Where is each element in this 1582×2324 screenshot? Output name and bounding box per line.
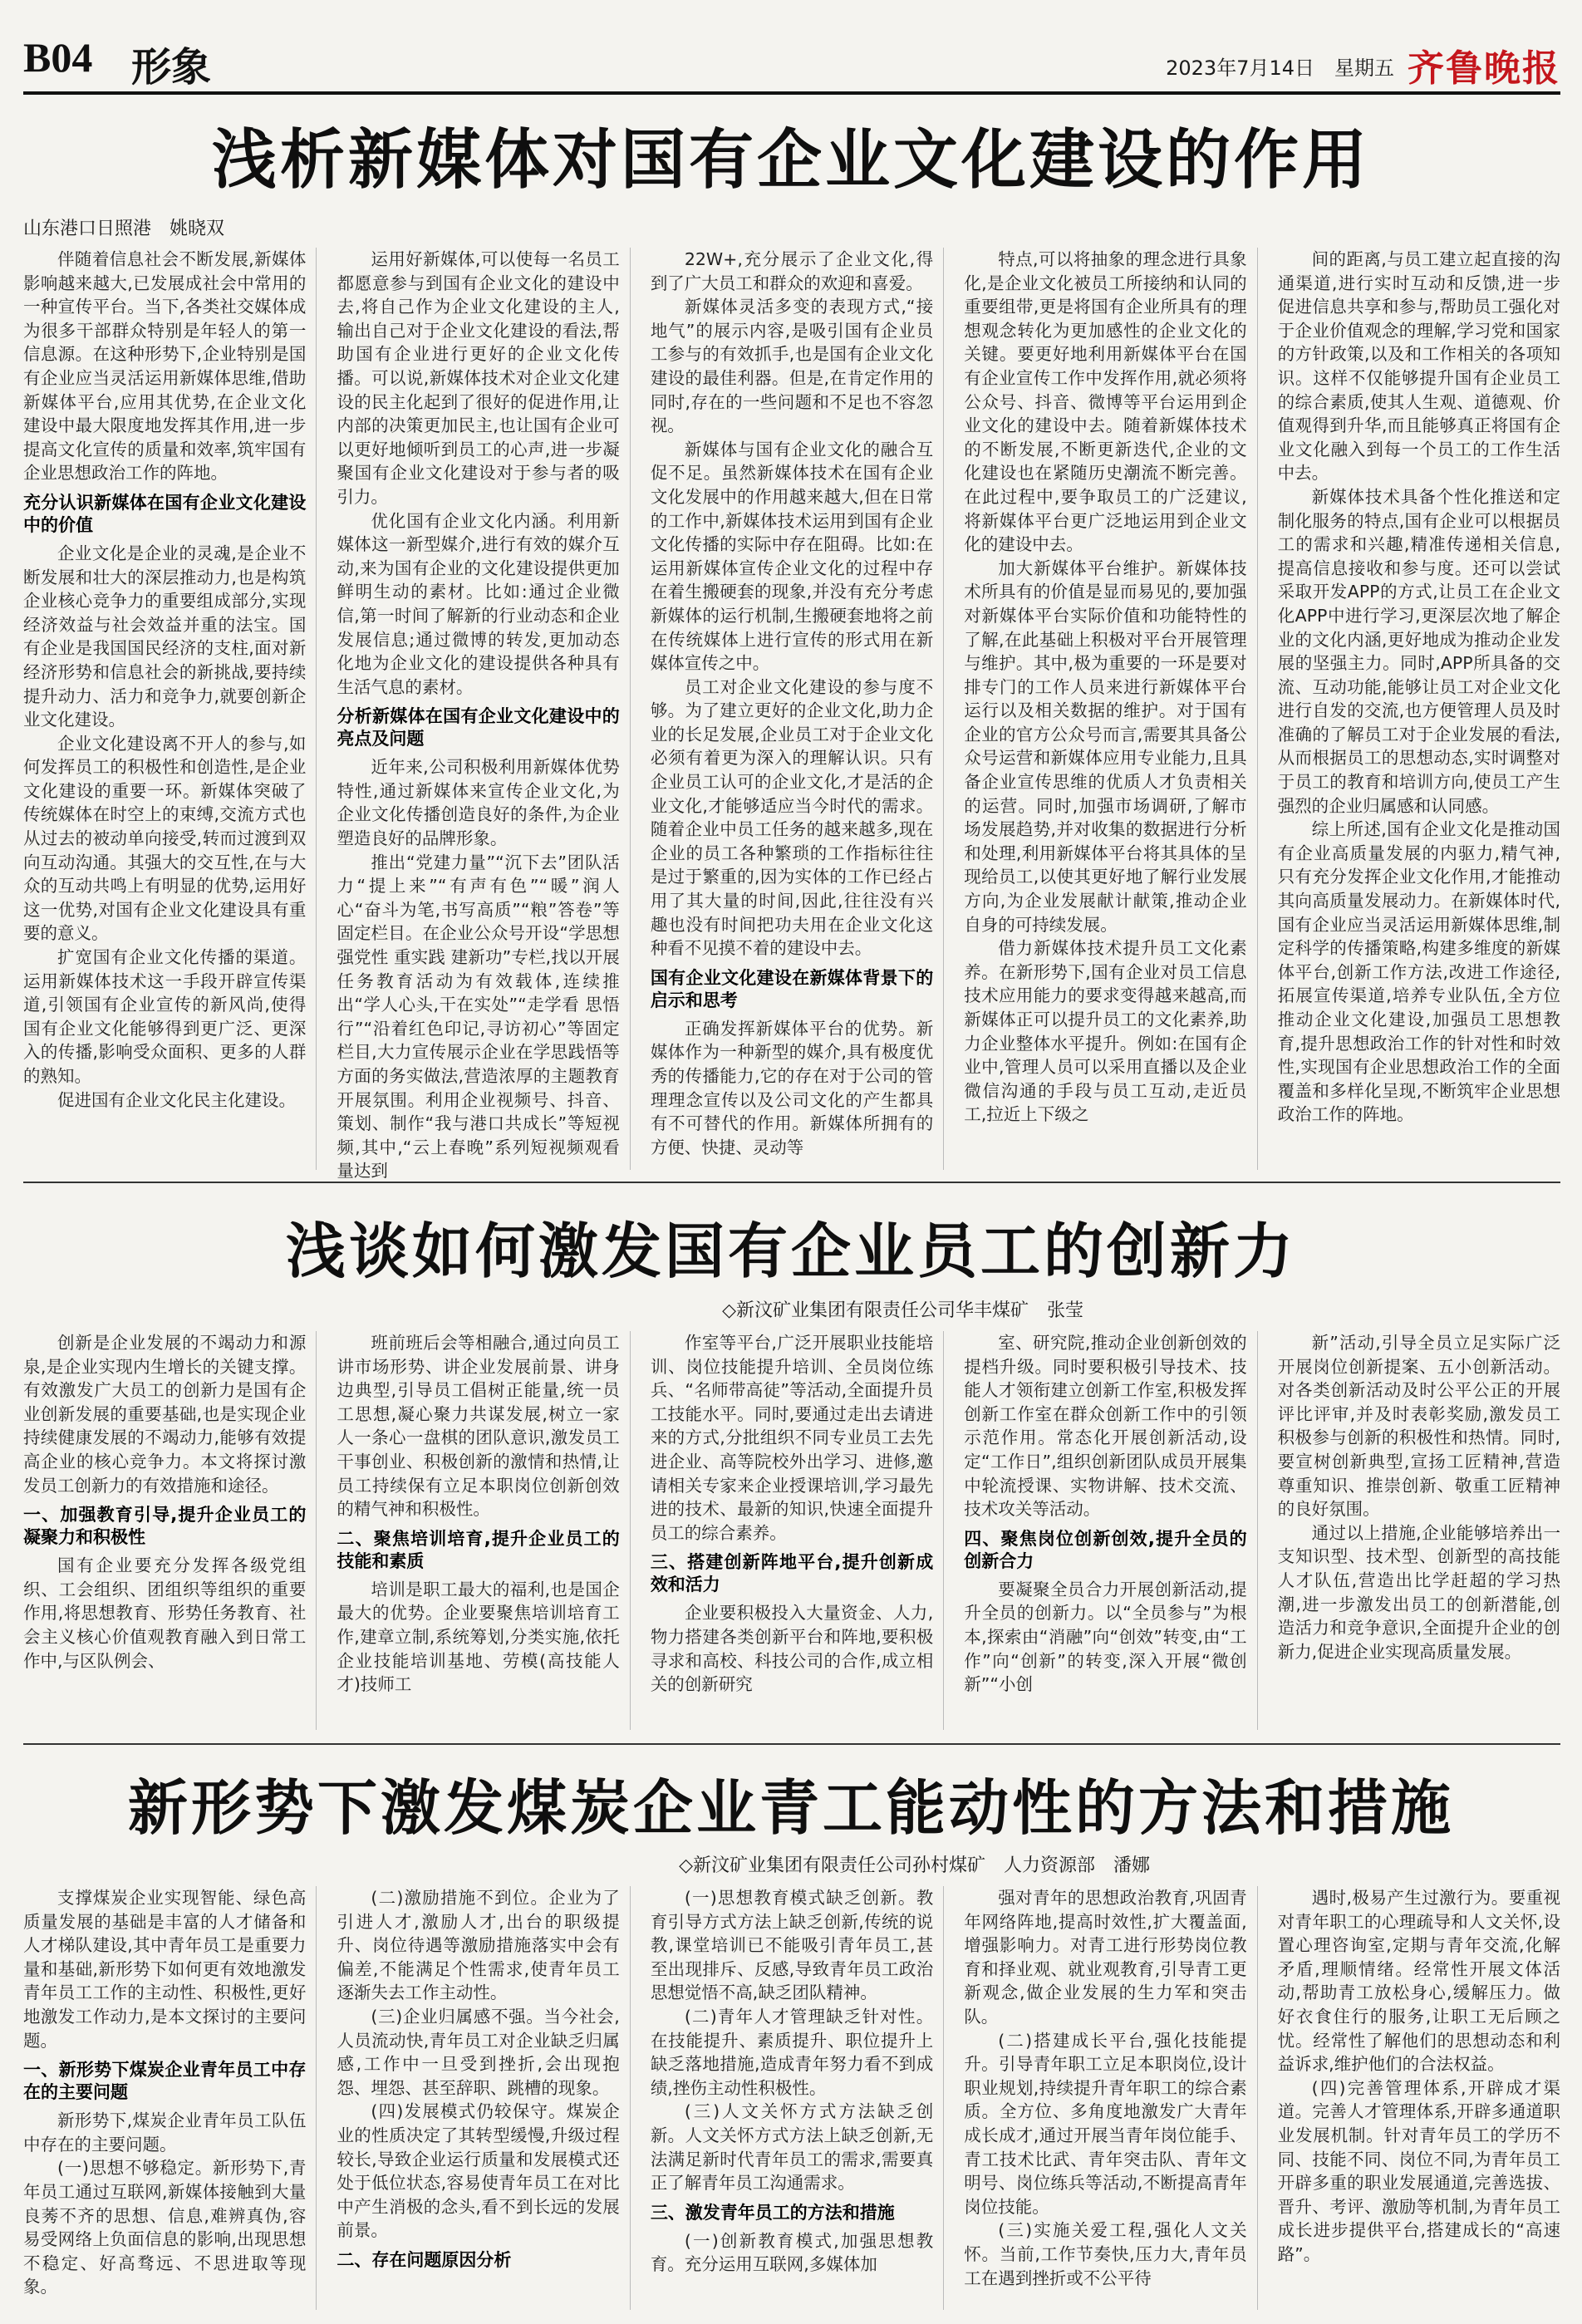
- paragraph: 优化国有企业文化内涵。利用新媒体这一新型媒介,进行有效的媒介互动,来为国有企业的文化建设提供更加鲜明生动的素材。比如:通过企业微信,第一时间了解新的行业动态和企业发展信息;通过微博的转发,更加动态化地为企业文化的建设提供各种具有生活气息的素材。: [337, 510, 620, 697]
- paragraph: 创新是企业发展的不竭动力和源泉,是企业实现内生增长的关键支撑。有效激发广大员工的创新力是国有企业创新发展的重要基础,也是实现企业持续健康发展的不竭动力,能够有效提高企业的核心竞争力。本文将探讨激发员工创新力的有效措施和途径。: [23, 1333, 307, 1496]
- paragraph: 员工对企业文化建设的参与度不够。为了建立更好的企业文化,助力企业的长足发展,企业员工对于企业文化必须有着更为深入的理解认识。只有企业员工认可的企业文化,才是活的企业文化,才能够适应当今时代的需求。随着企业中员工任务的越来越多,现在企业的员工各种繁琐的工作指标往往是过于繁重的,因为实体的工作已经占用了其大量的时间,因此,往往没有兴趣也没有时间把功夫用在企业文化这种看不见摸不着的建设中去。: [650, 676, 934, 959]
- article1-byline: 山东港口日照港 姚晓双: [23, 219, 225, 239]
- paragraph: 特点,可以将抽象的理念进行具象化,是企业文化被员工所接纳和认同的重要组带,更是将国有企业所具有的理想观念转化为更加感性的企业文化的关键。要更好地利用新媒体平台在国有企业宣传工作中发挥作用,就必须将公众号、抖音、微博等平台运用到企业文化的建设中去。随着新媒体技术的不断发展,不断更新迭代,企业的文化建设也在紧随历史潮流不断完善。在此过程中,要争取员工的广泛建议,将新媒体平台更广泛地运用到企业文化的建设中去。: [964, 249, 1247, 555]
- article-column: [1278, 1331, 1560, 1730]
- subheading: 二、存在问题原因分析: [337, 2249, 512, 2270]
- paragraph: 间的距离,与员工建立起直接的沟通渠道,进行实时互动和反馈,进一步促进信息共享和参与,帮助员工强化对于企业价值观念的理解,学习党和国家的方针政策,以及和工作相关的各项知识。这样不仅能够提升国有企业员工的综合素质,使其人生观、道德观、价值观得到升华,而且能够真正将国有企业文化融入到每一个员工的工作生活中去。: [1277, 249, 1561, 484]
- paragraph: 企业文化是企业的灵魂,是企业不断发展和壮大的深层推动力,也是构筑企业核心竞争力的重要组成部分,实现经济效益与社会效益并重的法宝。国有企业是我国国民经济的支柱,面对新经济形势和信息社会的新挑战,要持续提升动力、活力和竞争力,就要创新企业文化建设。: [23, 543, 307, 730]
- subheading: 充分认识新媒体在国有企业文化建设中的价值: [23, 492, 307, 535]
- paragraph: 培训是职工最大的福利,也是国企最大的优势。企业要聚焦培训培育工作,建章立制,系统筹划,分类实施,依托企业技能培训基地、劳模(高技能人才)技师工: [337, 1579, 620, 1695]
- paragraph: (三)实施关爱工程,强化人文关怀。当前,工作节奏快,压力大,青年员工在遇到挫折或不公平待: [964, 2220, 1247, 2288]
- article-column: [964, 248, 1257, 1170]
- paragraph: 通过以上措施,企业能够培养出一支知识型、技术型、创新型的高技能人才队伍,营造出比学赶超的学习热潮,进一步激发出员工的创新潜能,创造活力和竞争意识,全面提升企业的创新力,促进企业实现高质量发展。: [1277, 1522, 1561, 1662]
- article2-title: 浅谈如何激发国有企业员工的创新力: [285, 1216, 1296, 1286]
- paragraph: 加大新媒体平台维护。新媒体技术所具有的价值是显而易见的,要加强对新媒体平台实际价值和功能特性的了解,在此基础上积极对平台开展管理与维护。其中,极为重要的一环是要对排专门的工作人员来进行新媒体平台运行以及相关数据的维护。对于国有企业的官方公众号而言,需要其具备公众号运营和新媒体应用专业能力,且具备企业宣传思维的优质人才负责相关的运营。同时,加强市场调研,了解市场发展趋势,并对收集的数据进行分析和处理,利用新媒体平台将其具体的呈现给员工,以使其更好地了解行业发展方向,为企业发展献计献策,推动企业自身的可持续发展。: [964, 558, 1247, 935]
- article2-body: [23, 1331, 1560, 1730]
- subheading: 一、新形势下煤炭企业青年员工中存在的主要问题: [23, 2060, 307, 2103]
- paragraph: 扩宽国有企业文化传播的渠道。运用新媒体技术这一手段开辟宣传渠道,引领国有企业宣传的新风尚,使得国有企业文化能够得到更广泛、更深入的传播,影响受众面积、更多的人群的熟知。: [23, 947, 307, 1086]
- paragraph: 新形势下,煤炭企业青年员工队伍中存在的主要问题。: [23, 2110, 307, 2154]
- paragraph: 新媒体与国有企业文化的融合互促不足。虽然新媒体技术在国有企业文化发展中的作用越来越大,但在日常的工作中,新媒体技术运用到国有企业文化传播的实际中存在阻碍。比如:在运用新媒体宣传企业文化的过程中存在着生搬硬套的现象,并没有充分考虑新媒体的运行机制,生搬硬套地将之前在传统媒体上进行宣传的形式用在新媒体宣传之中。: [650, 439, 934, 674]
- article-divider: [23, 1743, 1560, 1745]
- subheading: 一、加强教育引导,提升企业员工的凝聚力和积极性: [23, 1505, 307, 1548]
- paragraph: 推出“党建力量”“沉下去”团队活力“提上来”“有声有色”“暖”润人心“奋斗为笔,书写高质”“粮”答卷”等固定栏目。在企业公众号开设“学思想 强党性 重实践 建新功”专栏,找以开展任务教育活动为有效载体,连续推出“学人心头,干在实处”“走学看 思悟行”“沿着红色印记,寻访初心”等固定栏目,大力宣传展示企业在学思践悟等方面的务实做法,营造浓厚的主题教育开展氛围。利用企业视频号、抖音、策划、制作“我与港口共成长”等短视频,其中,“云上春晚”系列短视频观看量达到: [337, 852, 620, 1182]
- newspaper-logo: 齐鲁晚报: [1408, 47, 1560, 90]
- article-column: [1278, 1886, 1560, 2310]
- masthead-rule: [23, 91, 1560, 95]
- subheading: 三、搭建创新阵地平台,提升创新成效和活力: [650, 1552, 934, 1595]
- article-column: [651, 248, 944, 1170]
- paragraph: 遇时,极易产生过激行为。要重视对青年职工的心理疏导和人文关怀,设置心理咨询室,定期与青年交流,化解矛盾,理顺情绪。经常性开展文体活动,帮助青工放松身心,缓解压力。做好衣食住行的服务,让职工无后顾之忧。经常性了解他们的思想动态和利益诉求,维护他们的合法权益。: [1277, 1888, 1561, 2075]
- paragraph: 运用好新媒体,可以使每一名员工都愿意参与到国有企业文化的建设中去,将自己作为企业文化建设的主人,输出自己对于企业文化建设的看法,帮助国有企业进行更好的企业文化传播。可以说,新媒体技术对企业文化建设的民主化起到了很好的促进作用,让内部的决策更加民主,也让国有企业可以更好地倾听到员工的心声,进一步凝聚国有企业文化建设对于参与者的吸引力。: [337, 249, 620, 507]
- article-column: [651, 1886, 944, 2310]
- subheading: 分析新媒体在国有企业文化建设中的亮点及问题: [337, 706, 620, 749]
- subheading: 二、聚焦培训培育,提升企业员工的技能和素质: [337, 1528, 620, 1571]
- article-divider: [23, 1182, 1560, 1183]
- paragraph: 新”活动,引导全员立足实际广泛开展岗位创新提案、五小创新活动。对各类创新活动及时公平公正的开展评比评审,并及时表彰奖励,激发员工积极参与创新的积极性和热情。同时,要宣树创新典型,宣扬工匠精神,营造尊重知识、推崇创新、敬重工匠精神的良好氛围。: [1277, 1333, 1561, 1520]
- article3-body: [23, 1886, 1560, 2310]
- article-column: [964, 1886, 1257, 2310]
- paragraph: (二)搭建成长平台,强化技能提升。引导青年职工立足本职岗位,设计职业规划,持续提升青年职工的综合素质。全方位、多角度地激发广大青年成长成才,通过开展当青年岗位能手、青工技术比武、青年突击队、青年文明号、岗位练兵等活动,不断提高青年岗位技能。: [964, 2030, 1247, 2217]
- page-number: B04: [23, 34, 93, 81]
- paragraph: 22W+,充分展示了企业文化,得到了广大员工和群众的欢迎和喜爱。: [650, 249, 934, 293]
- subheading: 四、聚焦岗位创新创效,提升全员的创新合力: [964, 1528, 1247, 1571]
- paragraph: 国有企业要充分发挥各级党组织、工会组织、团组织等组织的重要作用,将思想教育、形势任务教育、社会主义核心价值观教育融入到日常工作中,与区队例会、: [23, 1555, 307, 1671]
- paragraph: (二)激励措施不到位。企业为了引进人才,激励人才,出台的职级提升、岗位待遇等激励措施落实中会有偏差,不能满足个性需求,使青年员工逐渐失去工作主动性。: [337, 1888, 620, 2003]
- article1-title: 浅析新媒体对国有企业文化建设的作用: [211, 123, 1370, 198]
- article-column: [651, 1331, 944, 1730]
- paragraph: 借力新媒体技术提升员工文化素养。在新形势下,国有企业对员工信息技术应用能力的要求变得越来越高,而新媒体正可以提升员工的文化素养,助力企业整体水平提升。例如:在国有企业中,管理人员可以采用直播以及企业微信沟通的手段与员工互动,走近员工,拉近上下级之: [964, 938, 1247, 1125]
- paragraph: (一)思想教育模式缺乏创新。教育引导方式方法上缺乏创新,传统的说教,课堂培训已不能吸引青年员工,甚至出现排斥、反感,导致青年员工政治思想觉悟不高,缺乏团队精神。: [650, 1888, 934, 2003]
- subheading: 国有企业文化建设在新媒体背景下的启示和思考: [650, 967, 934, 1010]
- issue-date: 2023年7月14日 星期五: [1166, 57, 1394, 80]
- paragraph: (一)思想不够稳定。新形势下,青年员工通过互联网,新媒体接触到大量良莠不齐的思想、信息,难辨真伪,容易受网络上负面信息的影响,出现思想不稳定、好高骛远、不思进取等现象。: [23, 2158, 307, 2297]
- article-column: [964, 1331, 1257, 1730]
- article-column: [337, 248, 630, 1182]
- paragraph: 正确发挥新媒体平台的优势。新媒体作为一种新型的媒介,具有极度优秀的传播能力,它的存在对于公司的管理理念宣传以及公司文化的产生都具有不可替代的作用。新媒体所拥有的方便、快捷、灵动等: [650, 1018, 934, 1157]
- article1-body: [23, 248, 1561, 1182]
- subheading: 三、激发青年员工的方法和措施: [650, 2202, 895, 2223]
- article-column: [23, 1331, 317, 1730]
- paragraph: (一)创新教育模式,加强思想教育。充分运用互联网,多媒体加: [650, 2230, 934, 2275]
- article3-title: 新形势下激发煤炭企业青工能动性的方法和措施: [127, 1773, 1454, 1843]
- paragraph: (三)企业归属感不强。当今社会,人员流动快,青年员工对企业缺乏归属感,工作中一旦受到挫折,会出现抱怨、埋怨、甚至辞职、跳槽的现象。: [337, 2006, 620, 2098]
- paragraph: 作室等平台,广泛开展职业技能培训、岗位技能提升培训、全员岗位练兵、“名师带高徒”等活动,全面提升员工技能水平。同时,要通过走出去请进来的方式,分批组织不同专业员工去先进企业、高等院校外出学习、进修,邀请相关专家来企业授课培训,学习最先进的技术、最新的知识,快速全面提升员工的综合素养。: [650, 1333, 934, 1543]
- article-column: [337, 1331, 630, 1730]
- article-column: [23, 1886, 317, 2310]
- masthead: [23, 33, 1560, 91]
- paragraph: (四)完善管理体系,开辟成才渠道。完善人才管理体系,开辟多通道职业发展机制。针对青年员工的学历不同、技能不同、岗位不同,为青年员工开辟多重的职业发展通道,完善选拔、晋升、考评、激励等机制,为青年员工成长进步提供平台,搭建成长的“高速路”。: [1277, 2077, 1561, 2264]
- article2-byline: ◇新汶矿业集团有限责任公司华丰煤矿 张莹: [722, 1300, 1083, 1321]
- paragraph: (二)青年人才管理缺乏针对性。在技能提升、素质提升、职位提升上缺乏落地措施,造成青年努力看不到成绩,挫伤主动性积极性。: [650, 2006, 934, 2098]
- article-column: [23, 248, 317, 1170]
- paragraph: 促进国有企业文化民主化建设。: [57, 1089, 296, 1110]
- paragraph: 室、研究院,推动企业创新创效的提档升级。同时要积极引导技术、技能人才领衔建立创新工作室,积极发挥创新工作室在群众创新工作中的引领示范作用。常态化开展创新活动,设定“工作日”,组织创新团队成员开展集中轮流授课、实物讲解、技术交流、技术攻关等活动。: [964, 1333, 1247, 1520]
- article-column: [1278, 248, 1560, 1170]
- paragraph: 新媒体灵活多变的表现方式,“接地气”的展示内容,是吸引国有企业员工参与的有效抓手,也是国有企业文化建设的最佳利器。但是,在肯定作用的同时,存在的一些问题和不足也不容忽视。: [650, 297, 934, 436]
- paragraph: (四)发展模式仍较保守。煤炭企业的性质决定了其转型缓慢,升级过程较长,导致企业运行质量和发展模式还处于低位状态,容易使青年员工在对比中产生消极的念头,看不到长远的发展前景。: [337, 2101, 620, 2241]
- paragraph: 综上所述,国有企业文化是推动国有企业高质量发展的内驱力,精气神,只有充分发挥企业文化作用,才能推动其向高质量发展动力。在新媒体时代,国有企业应当灵活运用新媒体思维,制定科学的传播策略,构建多维度的新媒体平台,创新工作方法,改进工作途径,拓展宣传渠道,培养专业队伍,全方位推动企业文化建设,加强员工思想教育,提升思想政治工作的针对性和时效性,实现国有企业思想政治工作的全面覆盖和多样化呈现,不断筑牢企业思想政治工作的阵地。: [1277, 819, 1561, 1125]
- paragraph: 企业文化建设离不开人的参与,如何发挥员工的积极性和创造性,是企业文化建设的重要一环。新媒体突破了传统媒体在时空上的束缚,交流方式也从过去的被动单向接受,转而过渡到双向互动沟通。其强大的交互性,在与大众的互动共鸣上有明显的优势,运用好这一优势,对国有企业文化建设具有重要的意义。: [23, 733, 307, 944]
- section-title: 形象: [131, 44, 212, 91]
- paragraph: 伴随着信息社会不断发展,新媒体影响越来越大,已发展成社会中常用的一种宣传平台。当下,各类社交媒体成为很多干部群众特别是年轻人的第一信息源。在这种形势下,企业特别是国有企业应当灵活运用新媒体思维,借助新媒体平台,应用其优势,在企业文化建设中最大限度地发挥其作用,进一步提高文化宣传的质量和效率,筑牢国有企业思想政治工作的阵地。: [23, 249, 307, 484]
- paragraph: 强对青年的思想政治教育,巩固青年网络阵地,提高时效性,扩大覆盖面,增强影响力。对青工进行形势岗位教育和择业观、就业观教育,引导青工更新观念,做企业发展的生力军和突击队。: [964, 1888, 1247, 2027]
- paragraph: 企业要积极投入大量资金、人力,物力搭建各类创新平台和阵地,要积极寻求和高校、科技公司的合作,成立相关的创新研究: [650, 1603, 934, 1695]
- paragraph: 新媒体技术具备个性化推送和定制化服务的特点,国有企业可以根据员工的需求和兴趣,精准传递相关信息,提高信息接收和参与度。还可以尝试采取开发APP的方式,让员工在企业文化APP中进行学习,更深层次地了解企业的文化内涵,更好地成为推动企业发展的坚强主力。同时,APP所具备的交流、互动功能,能够让员工对企业文化进行自发的交流,也方便管理人员及时准确的了解员工对于企业发展的看法,从而根据员工的思想动态,实时调整对于员工的教育和培训方向,使员工产生强烈的企业归属感和认同感。: [1277, 486, 1561, 816]
- paragraph: 支撑煤炭企业实现智能、绿色高质量发展的基础是丰富的人才储备和人才梯队建设,其中青年员工是重要力量和基础,新形势下如何更有效地激发青年员工工作的主动性、积极性,更好地激发工作动力,是本文探讨的主要问题。: [23, 1888, 307, 2051]
- paragraph: (三)人文关怀方式方法缺乏创新。人文关怀方式方法上缺乏创新,无法满足新时代青年员工的需求,需要真正了解青年员工沟通需求。: [650, 2101, 934, 2194]
- paragraph: 要凝聚全员合力开展创新活动,提升全员的创新力。以“全员参与”为根本,探索由“消融”向“创效”转变,由“工作”向“创新”的转变,深入开展“微创新”“小创: [964, 1579, 1247, 1695]
- paragraph: 近年来,公司积极利用新媒体优势特性,通过新媒体来宣传企业文化,为企业文化传播创造良好的条件,为企业塑造良好的品牌形象。: [337, 757, 620, 849]
- article3-byline: ◇新汶矿业集团有限责任公司孙村煤矿 人力资源部 潘娜: [679, 1855, 1150, 1876]
- article-column: [337, 1886, 630, 2310]
- paragraph: 班前班后会等相融合,通过向员工讲市场形势、讲企业发展前景、讲身边典型,引导员工倡树正能量,统一员工思想,凝心聚力共谋发展,树立一家人一条心一盘棋的团队意识,激发员工干事创业、积极创新的激情和热情,让员工持续保有立足本职岗位创新创效的精气神和积极性。: [337, 1333, 620, 1520]
